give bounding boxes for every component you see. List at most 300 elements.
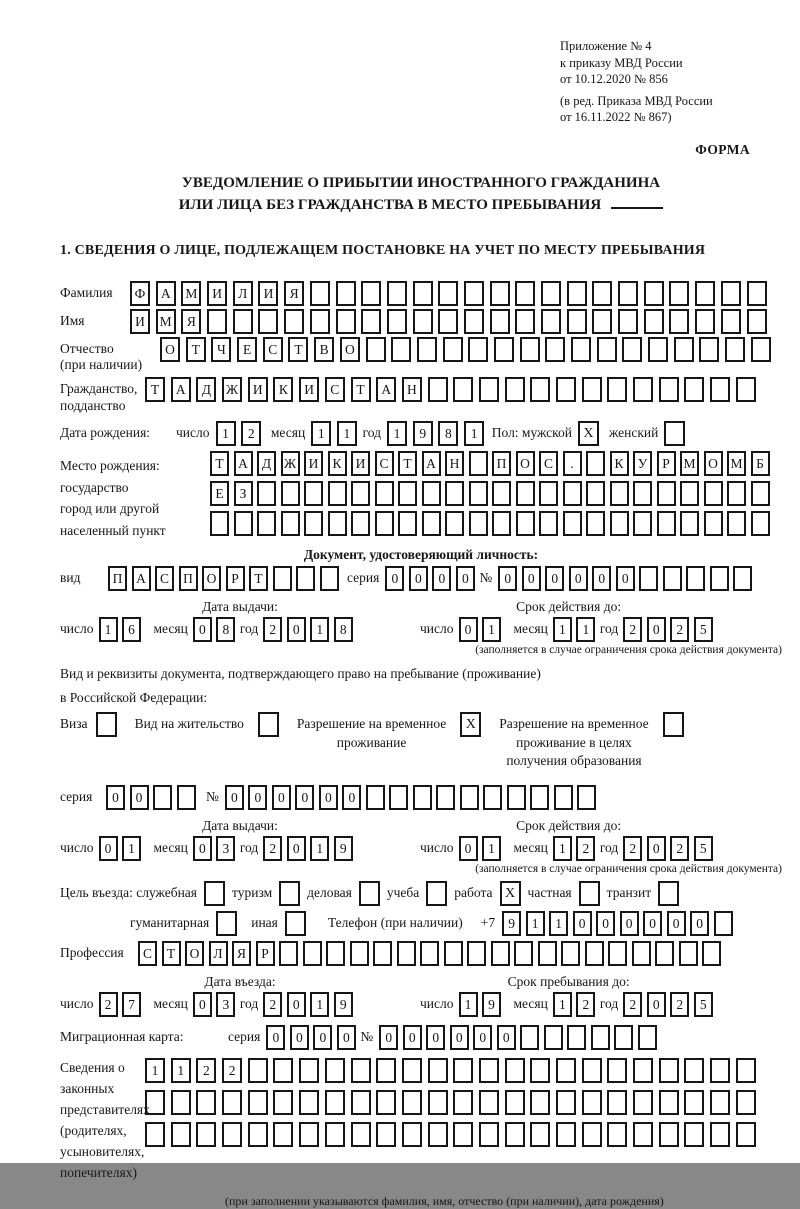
char-cell: К: [328, 451, 347, 476]
char-cell: П: [492, 451, 511, 476]
month-label: месяц: [513, 840, 548, 856]
char-cell: [736, 1090, 756, 1115]
reps-label-line3: представителях: [60, 1102, 150, 1118]
day-label: число: [420, 840, 454, 856]
permit-dates: [60, 818, 782, 861]
char-cell: [544, 1025, 563, 1050]
char-cell: [402, 1090, 422, 1115]
char-cell: [296, 566, 315, 591]
char-cell: [325, 1122, 345, 1147]
char-cell: [284, 309, 304, 334]
char-cell: 0: [456, 566, 475, 591]
char-cell: 0: [385, 566, 404, 591]
char-cell: [680, 481, 699, 506]
char-cell: [751, 481, 770, 506]
visa-option: [60, 712, 117, 737]
stay-day-cells: [459, 992, 506, 1017]
residence-permit-checkbox: [258, 712, 279, 737]
char-cell: 3: [216, 836, 235, 861]
year-label: год: [599, 996, 619, 1012]
char-cell: 9: [334, 836, 353, 861]
char-cell: Е: [210, 481, 229, 506]
char-cell: [710, 1058, 730, 1083]
char-cell: [515, 281, 535, 306]
char-cell: 0: [295, 785, 314, 810]
char-cell: [733, 566, 752, 591]
entry-month-cells: [193, 992, 240, 1017]
char-cell: [469, 451, 488, 476]
char-cell: А: [376, 377, 396, 402]
char-cell: [539, 511, 558, 536]
surname-cells: [130, 281, 772, 306]
char-cell: 0: [99, 836, 118, 861]
char-cell: [505, 1058, 525, 1083]
legal-reference-line: от 10.12.2020 № 856: [560, 72, 668, 86]
doc-type-label: вид: [60, 570, 81, 586]
patronymic-cells: [160, 337, 777, 362]
char-cell: [545, 337, 565, 362]
char-cell: [453, 1058, 473, 1083]
char-cell: 0: [573, 911, 592, 936]
char-cell: [177, 785, 196, 810]
char-cell: 1: [482, 836, 501, 861]
char-cell: Е: [237, 337, 257, 362]
char-cell: Я: [181, 309, 201, 334]
char-cell: 9: [482, 992, 501, 1017]
permit-valid-year-cells: [623, 836, 717, 861]
char-cell: [366, 785, 385, 810]
entry-date-group: [60, 974, 420, 1017]
char-cell: [530, 1122, 550, 1147]
char-cell: [325, 1090, 345, 1115]
phone-prefix: +7: [480, 915, 496, 931]
sex-male-checkbox: X: [578, 421, 599, 446]
char-cell: Ф: [130, 281, 150, 306]
char-cell: [145, 1090, 165, 1115]
char-cell: 0: [545, 566, 564, 591]
char-cell: 8: [334, 617, 353, 642]
legal-representatives-label: [60, 1056, 150, 1184]
phone-label: Телефон (при наличии): [327, 915, 463, 931]
char-cell: [145, 1122, 165, 1147]
char-cell: [556, 377, 576, 402]
char-cell: [515, 309, 535, 334]
legal-reference-line: (в ред. Приказа МВД России: [560, 93, 713, 108]
char-cell: И: [207, 281, 227, 306]
char-cell: И: [130, 309, 150, 334]
char-cell: [483, 785, 502, 810]
char-cell: [657, 511, 676, 536]
char-cell: [336, 309, 356, 334]
purpose-other-label: иная: [251, 915, 278, 931]
char-cell: [710, 566, 729, 591]
temp-residence-edu-line1: Разрешение на временное: [499, 715, 649, 731]
char-cell: С: [138, 941, 157, 966]
stay-month-cells: [553, 992, 600, 1017]
char-cell: 0: [403, 1025, 422, 1050]
char-cell: [736, 1122, 756, 1147]
char-cell: [727, 511, 746, 536]
char-cell: [422, 481, 441, 506]
char-cell: Ж: [222, 377, 242, 402]
char-cell: [659, 1122, 679, 1147]
issue-date-label: Дата выдачи:: [202, 599, 278, 615]
char-cell: 1: [310, 992, 329, 1017]
char-cell: [659, 1058, 679, 1083]
month-label: месяц: [513, 996, 548, 1012]
permit-intro-line1: Вид и реквизиты документа, подтверждающего право на пребывание (проживание): [60, 666, 541, 682]
month-label: месяц: [153, 840, 188, 856]
char-cell: Н: [445, 451, 464, 476]
char-cell: [614, 1025, 633, 1050]
char-cell: [304, 511, 323, 536]
char-cell: Т: [288, 337, 308, 362]
char-cell: [556, 1090, 576, 1115]
migration-number-cells: [379, 1025, 661, 1050]
char-cell: [586, 511, 605, 536]
char-cell: 1: [553, 836, 572, 861]
permit-series-row: [60, 785, 782, 810]
char-cell: [428, 377, 448, 402]
char-cell: [684, 1122, 704, 1147]
char-cell: Ч: [211, 337, 231, 362]
char-cell: [585, 941, 604, 966]
char-cell: [420, 941, 439, 966]
char-cell: [428, 1090, 448, 1115]
char-cell: [460, 785, 479, 810]
char-cell: 2: [623, 617, 642, 642]
char-cell: [281, 511, 300, 536]
char-cell: [376, 1058, 396, 1083]
char-cell: Н: [402, 377, 422, 402]
char-cell: 0: [592, 566, 611, 591]
purpose-lead-label: Цель въезда: служебная: [60, 885, 197, 901]
char-cell: [438, 281, 458, 306]
char-cell: [747, 309, 767, 334]
char-cell: [351, 1058, 371, 1083]
char-cell: 0: [290, 1025, 309, 1050]
char-cell: 3: [216, 992, 235, 1017]
char-cell: И: [248, 377, 268, 402]
permit-valid-day-cells: [459, 836, 506, 861]
char-cell: [351, 481, 370, 506]
legal-reference-line: Приложение № 4: [560, 39, 652, 53]
visa-checkbox: [96, 712, 117, 737]
char-cell: 0: [287, 836, 306, 861]
char-cell: [469, 511, 488, 536]
char-cell: [445, 511, 464, 536]
char-cell: [520, 1025, 539, 1050]
char-cell: 0: [667, 911, 686, 936]
char-cell: [320, 566, 339, 591]
char-cell: [610, 511, 629, 536]
char-cell: [438, 309, 458, 334]
char-cell: С: [375, 451, 394, 476]
char-cell: [222, 1090, 242, 1115]
reps-cells-row3: [145, 1122, 762, 1147]
permit-issue-day-cells: [99, 836, 146, 861]
entry-stay-dates: [60, 974, 782, 1017]
temp-residence-edu-option: [499, 712, 683, 772]
char-cell: [721, 309, 741, 334]
char-cell: 2: [263, 836, 282, 861]
char-cell: 1: [310, 617, 329, 642]
char-cell: 6: [122, 617, 141, 642]
char-cell: [638, 1025, 657, 1050]
char-cell: [469, 481, 488, 506]
char-cell: 9: [334, 992, 353, 1017]
char-cell: .: [563, 451, 582, 476]
char-cell: [530, 1058, 550, 1083]
char-cell: С: [325, 377, 345, 402]
char-cell: 1: [171, 1058, 191, 1083]
permit-issue-group: [60, 818, 420, 861]
char-cell: М: [156, 309, 176, 334]
char-cell: [633, 1090, 653, 1115]
doc-series-label: серия: [347, 570, 380, 586]
char-cell: 2: [263, 617, 282, 642]
char-cell: Р: [256, 941, 275, 966]
char-cell: [633, 1058, 653, 1083]
char-cell: [492, 511, 511, 536]
char-cell: [679, 941, 698, 966]
birth-day-cells: [216, 421, 267, 446]
char-cell: 9: [413, 421, 433, 446]
char-cell: 1: [576, 617, 595, 642]
char-cell: [539, 481, 558, 506]
char-cell: [618, 281, 638, 306]
iddoc-issue-group: [60, 599, 420, 642]
reps-label-line2: законных: [60, 1081, 115, 1097]
profession-label: Профессия: [60, 945, 124, 961]
month-label: месяц: [153, 621, 188, 637]
char-cell: О: [340, 337, 360, 362]
char-cell: [610, 481, 629, 506]
char-cell: Т: [162, 941, 181, 966]
char-cell: С: [539, 451, 558, 476]
char-cell: [376, 1122, 396, 1147]
permit-intro-line2: в Российской Федерации:: [60, 690, 208, 705]
char-cell: [607, 377, 627, 402]
char-cell: [248, 1090, 268, 1115]
char-cell: [479, 1058, 499, 1083]
char-cell: 5: [694, 836, 713, 861]
char-cell: [563, 511, 582, 536]
issue-date-label: Дата выдачи:: [202, 818, 278, 834]
day-label: число: [60, 996, 94, 1012]
char-cell: 1: [310, 836, 329, 861]
char-cell: 0: [287, 617, 306, 642]
char-cell: 1: [464, 421, 484, 446]
permit-issue-month-cells: [193, 836, 240, 861]
migration-series-cells: [266, 1025, 360, 1050]
char-cell: А: [171, 377, 191, 402]
entry-day-cells: [99, 992, 146, 1017]
char-cell: [453, 377, 473, 402]
char-cell: [453, 1122, 473, 1147]
purpose-business-checkbox: [359, 881, 380, 906]
char-cell: [273, 1058, 293, 1083]
char-cell: 0: [409, 566, 428, 591]
char-cell: [453, 1090, 473, 1115]
temp-residence-edu-checkbox: [663, 712, 684, 737]
char-cell: [281, 481, 300, 506]
char-cell: Д: [196, 377, 216, 402]
char-cell: [233, 309, 253, 334]
temp-residence-checkbox: X: [460, 712, 481, 737]
char-cell: [725, 337, 745, 362]
char-cell: [273, 1090, 293, 1115]
char-cell: [655, 941, 674, 966]
char-cell: [561, 941, 580, 966]
char-cell: И: [258, 281, 278, 306]
char-cell: 0: [647, 992, 666, 1017]
char-cell: [669, 281, 689, 306]
char-cell: [196, 1090, 216, 1115]
doc-number-cells: [498, 566, 757, 591]
char-cell: 0: [193, 617, 212, 642]
purpose-official-checkbox: [204, 881, 225, 906]
char-cell: Т: [398, 451, 417, 476]
migration-card-label: Миграционная карта:: [60, 1029, 184, 1045]
entry-year-cells: [263, 992, 357, 1017]
name-label: Имя: [60, 312, 85, 328]
purpose-other-checkbox: [285, 911, 306, 936]
char-cell: [325, 1058, 345, 1083]
stay-until-group: [420, 974, 717, 1017]
char-cell: 0: [337, 1025, 356, 1050]
birthplace-cells-row2: [210, 481, 774, 506]
char-cell: [582, 1122, 602, 1147]
char-cell: [445, 481, 464, 506]
char-cell: [389, 785, 408, 810]
char-cell: 0: [620, 911, 639, 936]
char-cell: 1: [216, 421, 236, 446]
char-cell: [196, 1122, 216, 1147]
char-cell: 0: [522, 566, 541, 591]
form-title-line1: УВЕДОМЛЕНИЕ О ПРИБЫТИИ ИНОСТРАННОГО ГРАЖДАНИНА: [181, 174, 661, 191]
char-cell: [702, 941, 721, 966]
char-cell: 0: [473, 1025, 492, 1050]
char-cell: [366, 337, 386, 362]
char-cell: [684, 1058, 704, 1083]
birthplace-label-line2: государство: [60, 479, 129, 495]
char-cell: [273, 566, 292, 591]
char-cell: [328, 511, 347, 536]
char-cell: О: [185, 941, 204, 966]
char-cell: [541, 309, 561, 334]
char-cell: 0: [497, 1025, 516, 1050]
char-cell: [633, 511, 652, 536]
patronymic-label-line1: Отчество: [60, 340, 114, 356]
char-cell: [491, 941, 510, 966]
char-cell: [248, 1122, 268, 1147]
char-cell: [644, 309, 664, 334]
char-cell: [582, 1058, 602, 1083]
char-cell: [258, 309, 278, 334]
char-cell: Л: [233, 281, 253, 306]
char-cell: К: [273, 377, 293, 402]
phone-cells: [502, 911, 737, 936]
char-cell: П: [108, 566, 127, 591]
char-cell: [699, 337, 719, 362]
char-cell: 1: [145, 1058, 165, 1083]
citizenship-row: [60, 377, 782, 415]
patronymic-row: [60, 337, 782, 375]
char-cell: О: [516, 451, 535, 476]
char-cell: [659, 1090, 679, 1115]
day-label: число: [420, 621, 454, 637]
char-cell: 1: [549, 911, 568, 936]
char-cell: [592, 281, 612, 306]
char-cell: С: [155, 566, 174, 591]
char-cell: 0: [616, 566, 635, 591]
legal-representatives-block: [60, 1056, 782, 1184]
char-cell: 0: [130, 785, 149, 810]
char-cell: 5: [694, 992, 713, 1017]
citizenship-cells: [145, 377, 762, 402]
char-cell: А: [132, 566, 151, 591]
char-cell: А: [234, 451, 253, 476]
char-cell: 0: [319, 785, 338, 810]
form-marker: ФОРМА: [695, 141, 750, 157]
char-cell: [530, 785, 549, 810]
char-cell: [428, 1122, 448, 1147]
char-cell: П: [179, 566, 198, 591]
title-blank-underline: [611, 196, 663, 209]
char-cell: 0: [459, 617, 478, 642]
char-cell: [541, 281, 561, 306]
temp-residence-label-line2: проживание: [336, 734, 407, 750]
char-cell: [710, 1122, 730, 1147]
char-cell: [520, 337, 540, 362]
char-cell: [592, 309, 612, 334]
char-cell: 0: [643, 911, 662, 936]
char-cell: [530, 377, 550, 402]
char-cell: [727, 481, 746, 506]
char-cell: [467, 941, 486, 966]
char-cell: М: [727, 451, 746, 476]
char-cell: [417, 337, 437, 362]
char-cell: [326, 941, 345, 966]
entry-purpose-row1: [60, 881, 782, 906]
year-label: год: [239, 621, 259, 637]
char-cell: [304, 481, 323, 506]
char-cell: Б: [751, 451, 770, 476]
legal-reference-block: [560, 38, 782, 126]
char-cell: [299, 1090, 319, 1115]
char-cell: [571, 337, 591, 362]
char-cell: [257, 481, 276, 506]
char-cell: [279, 941, 298, 966]
form-title: [60, 172, 782, 217]
valid-until-label: Срок действия до:: [516, 599, 622, 615]
char-cell: Т: [145, 377, 165, 402]
char-cell: [376, 1090, 396, 1115]
sex-male-label: Пол: мужской: [491, 425, 572, 440]
char-cell: [669, 309, 689, 334]
reps-cells-row1: [145, 1058, 762, 1083]
doc-type-cells: [108, 566, 343, 591]
char-cell: [704, 481, 723, 506]
char-cell: [680, 511, 699, 536]
legal-reference-line: к приказу МВД России: [560, 55, 683, 70]
doc-number-sign: №: [479, 570, 493, 586]
temp-residence-edu-line3: получения образования: [506, 753, 642, 769]
char-cell: [618, 309, 638, 334]
char-cell: [443, 337, 463, 362]
char-cell: [490, 309, 510, 334]
